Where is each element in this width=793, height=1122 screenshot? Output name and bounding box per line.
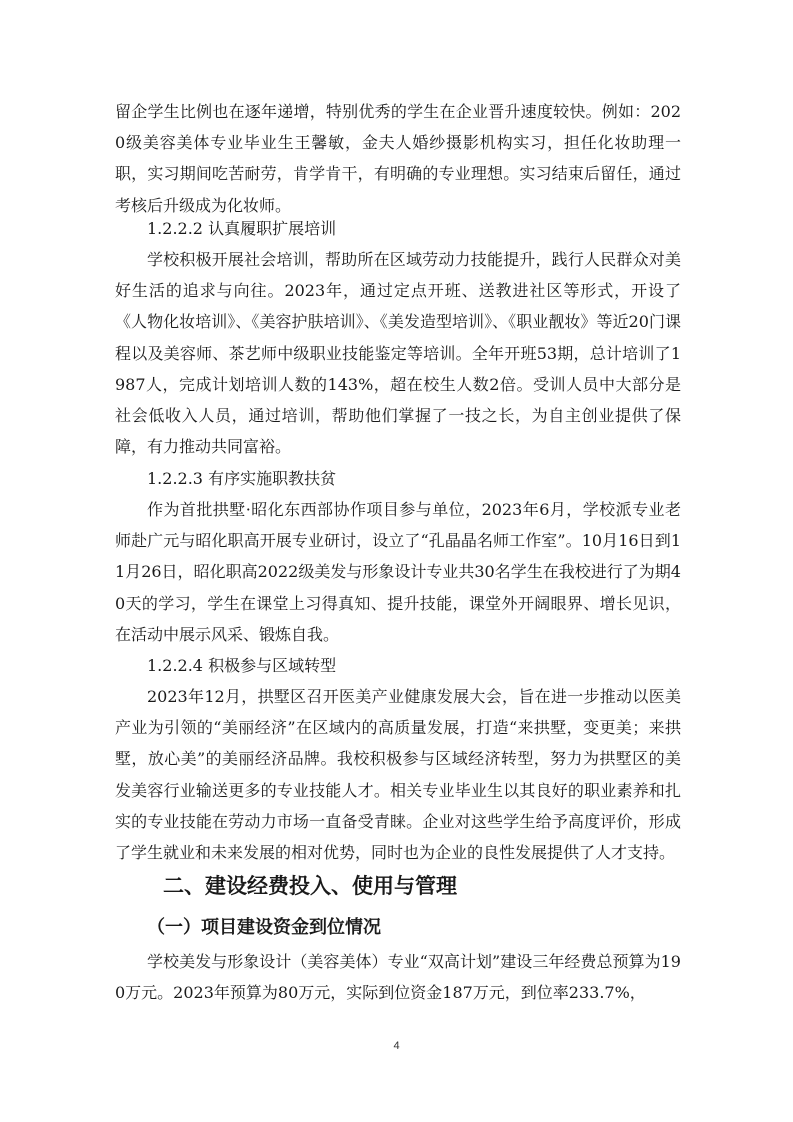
section-heading: （一）项目建设资金到位情况	[147, 917, 381, 938]
subsection-heading-1223: 1.2.2.3 有序实施职教扶贫	[147, 469, 337, 488]
subsection-heading-1222: 1.2.2.2 认真履职扩展培训	[147, 219, 337, 238]
subsection-heading-1224: 1.2.2.4 积极参与区域转型	[147, 656, 337, 675]
chapter-heading: 二、建设经费投入、使用与管理	[163, 874, 457, 898]
paragraph-regional-transformation: 2023年12月，拱墅区召开医美产业健康发展大会，旨在进一步推动以医美产业为引领的“美丽经济”在区域内的高质量发展，打造“来拱墅，变更美；来拱墅，放心美”的美丽经济品牌。我校积极参与区域经济转型，努力为拱墅区的美发美容行业输送更多的专业技能人才。相关专业毕业生以其良好的职业素养和扎实的专业技能在劳动力市场一直备受青睐。企业对这些学生给予高度评价，形成了学生就业和未来发展的相对优势，同时也为企业的良性发展提供了人才支持。	[115, 687, 681, 863]
paragraph-poverty-alleviation: 作为首批拱墅·昭化东西部协作项目参与单位，2023年6月，学校派专业老师赴广元与昭化职高开展专业研讨，设立了“孔晶晶名师工作室”。10月16日到11月26日，昭化职高2022级美发与形象设计专业共30名学生在我校进行了为期40天的学习，学生在课堂上习得真知、提升技能，课堂外开阔眼界、增长见识，在活动中展示风采、锻炼自我。	[115, 500, 681, 644]
paragraph-training: 学校积极开展社会培训，帮助所在区域劳动力技能提升，践行人民群众对美好生活的追求与向往。2023年，通过定点开班、送教进社区等形式，开设了《人物化妆培训》、《美容护肤培训》、《美发造型培训》、《职业靓妆》等近20门课程以及美容师、茶艺师中级职业技能鉴定等培训。全年开班53期，总计培训了1987人，完成计划培训人数的143%，超在校生人数2倍。受训人员中大部分是社会低收入人员，通过培训，帮助他们掌握了一技之长，为自主创业提供了保障，有力推动共同富裕。	[115, 250, 681, 457]
page-number: 4	[393, 1040, 400, 1052]
paragraph-continued: 留企学生比例也在逐年递增，特别优秀的学生在企业晋升速度较快。例如：2020级美容美体专业毕业生王馨敏，金夫人婚纱摄影机构实习，担任化妆助理一职，实习期间吃苦耐劳，肯学肯干，有明确的专业理想。实习结束后留任，通过考核后升级成为化妆师。	[115, 102, 681, 215]
paragraph-funding: 学校美发与形象设计（美容美体）专业“双高计划”建设三年经费总预算为190万元。2023年预算为80万元，实际到位资金187万元，到位率233.7%，	[115, 952, 681, 1003]
